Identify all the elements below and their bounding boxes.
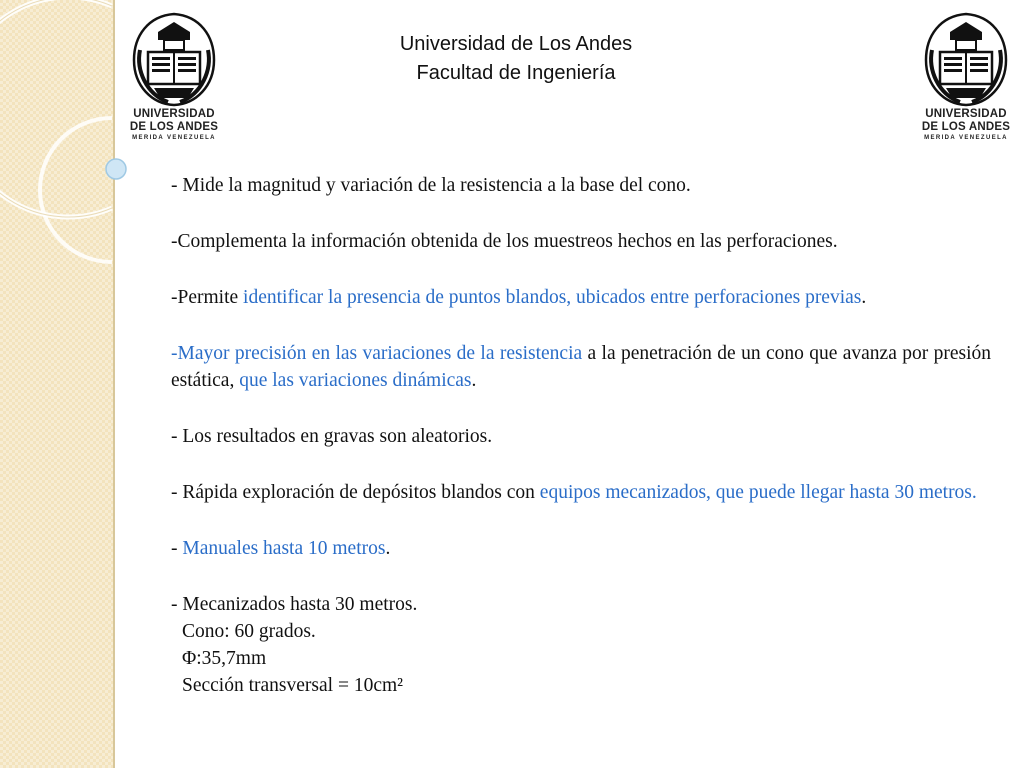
- bullet-precision: [171, 340, 991, 394]
- bullet-text: a la penetración de un cono que avanza por presión estática,: [171, 343, 991, 391]
- bullet-text: -Permite: [171, 287, 244, 308]
- bullet-complementa: [171, 228, 991, 255]
- highlight-text: identificar la presencia de puntos blandos, ubicados entre perforaciones previas: [243, 287, 862, 308]
- header-university: Universidad de Los Andes: [399, 33, 633, 55]
- cono-spec: Cono: 60 grados.: [182, 621, 316, 642]
- logo-name-line2: DE LOS ANDES: [129, 121, 219, 133]
- bullet-text: .: [861, 287, 867, 308]
- bullet-mecanizados: [171, 591, 991, 699]
- bullet-magnitude: [171, 172, 991, 199]
- bullet-text: -: [171, 538, 183, 559]
- university-logo-right: [916, 10, 1016, 141]
- logo-name-line2: DE LOS ANDES: [921, 121, 1011, 133]
- diameter-spec: Φ:35,7mm: [182, 648, 267, 669]
- logo-subtitle: MERIDA VENEZUELA: [924, 135, 1008, 141]
- bullet-text: .: [385, 538, 391, 559]
- slide-body: [171, 172, 991, 699]
- slide-header: [300, 30, 732, 88]
- highlight-text: que las variaciones dinámicas: [239, 370, 472, 391]
- highlight-text: equipos mecanizados, que puede llegar hasta 30 metros.: [539, 482, 977, 503]
- logo-name-line1: UNIVERSIDAD: [925, 108, 1007, 120]
- bullet-text: - Rápida exploración de depósitos blandos con: [171, 482, 540, 503]
- logo-name-line1: UNIVERSIDAD: [133, 108, 215, 120]
- mecanizados-line: - Mecanizados hasta 30 metros.: [171, 594, 418, 615]
- header-faculty: Facultad de Ingeniería: [416, 62, 616, 84]
- section-spec: Sección transversal = 10cm²: [182, 675, 403, 696]
- bullet-manuales: [171, 535, 991, 562]
- logo-subtitle: MERIDA VENEZUELA: [132, 135, 216, 141]
- highlight-text: -Mayor precisión en las variaciones de la resistencia: [171, 343, 583, 364]
- university-seal-icon: [920, 10, 1012, 108]
- bullet-text: -Complementa la información obtenida de los muestreos hechos en las perforaciones.: [171, 231, 838, 252]
- bullet-text: - Los resultados en gravas son aleatorios.: [171, 426, 493, 447]
- highlight-text: Manuales hasta 10 metros: [182, 538, 386, 559]
- university-logo-left: [124, 10, 224, 141]
- bullet-gravas: [171, 423, 991, 450]
- university-seal-icon: [128, 10, 220, 108]
- bullet-text: - Mide la magnitud y variación de la resistencia a la base del cono.: [171, 175, 691, 196]
- bullet-exploracion: [171, 479, 991, 506]
- bullet-permite: [171, 284, 991, 311]
- bullet-text: .: [471, 370, 477, 391]
